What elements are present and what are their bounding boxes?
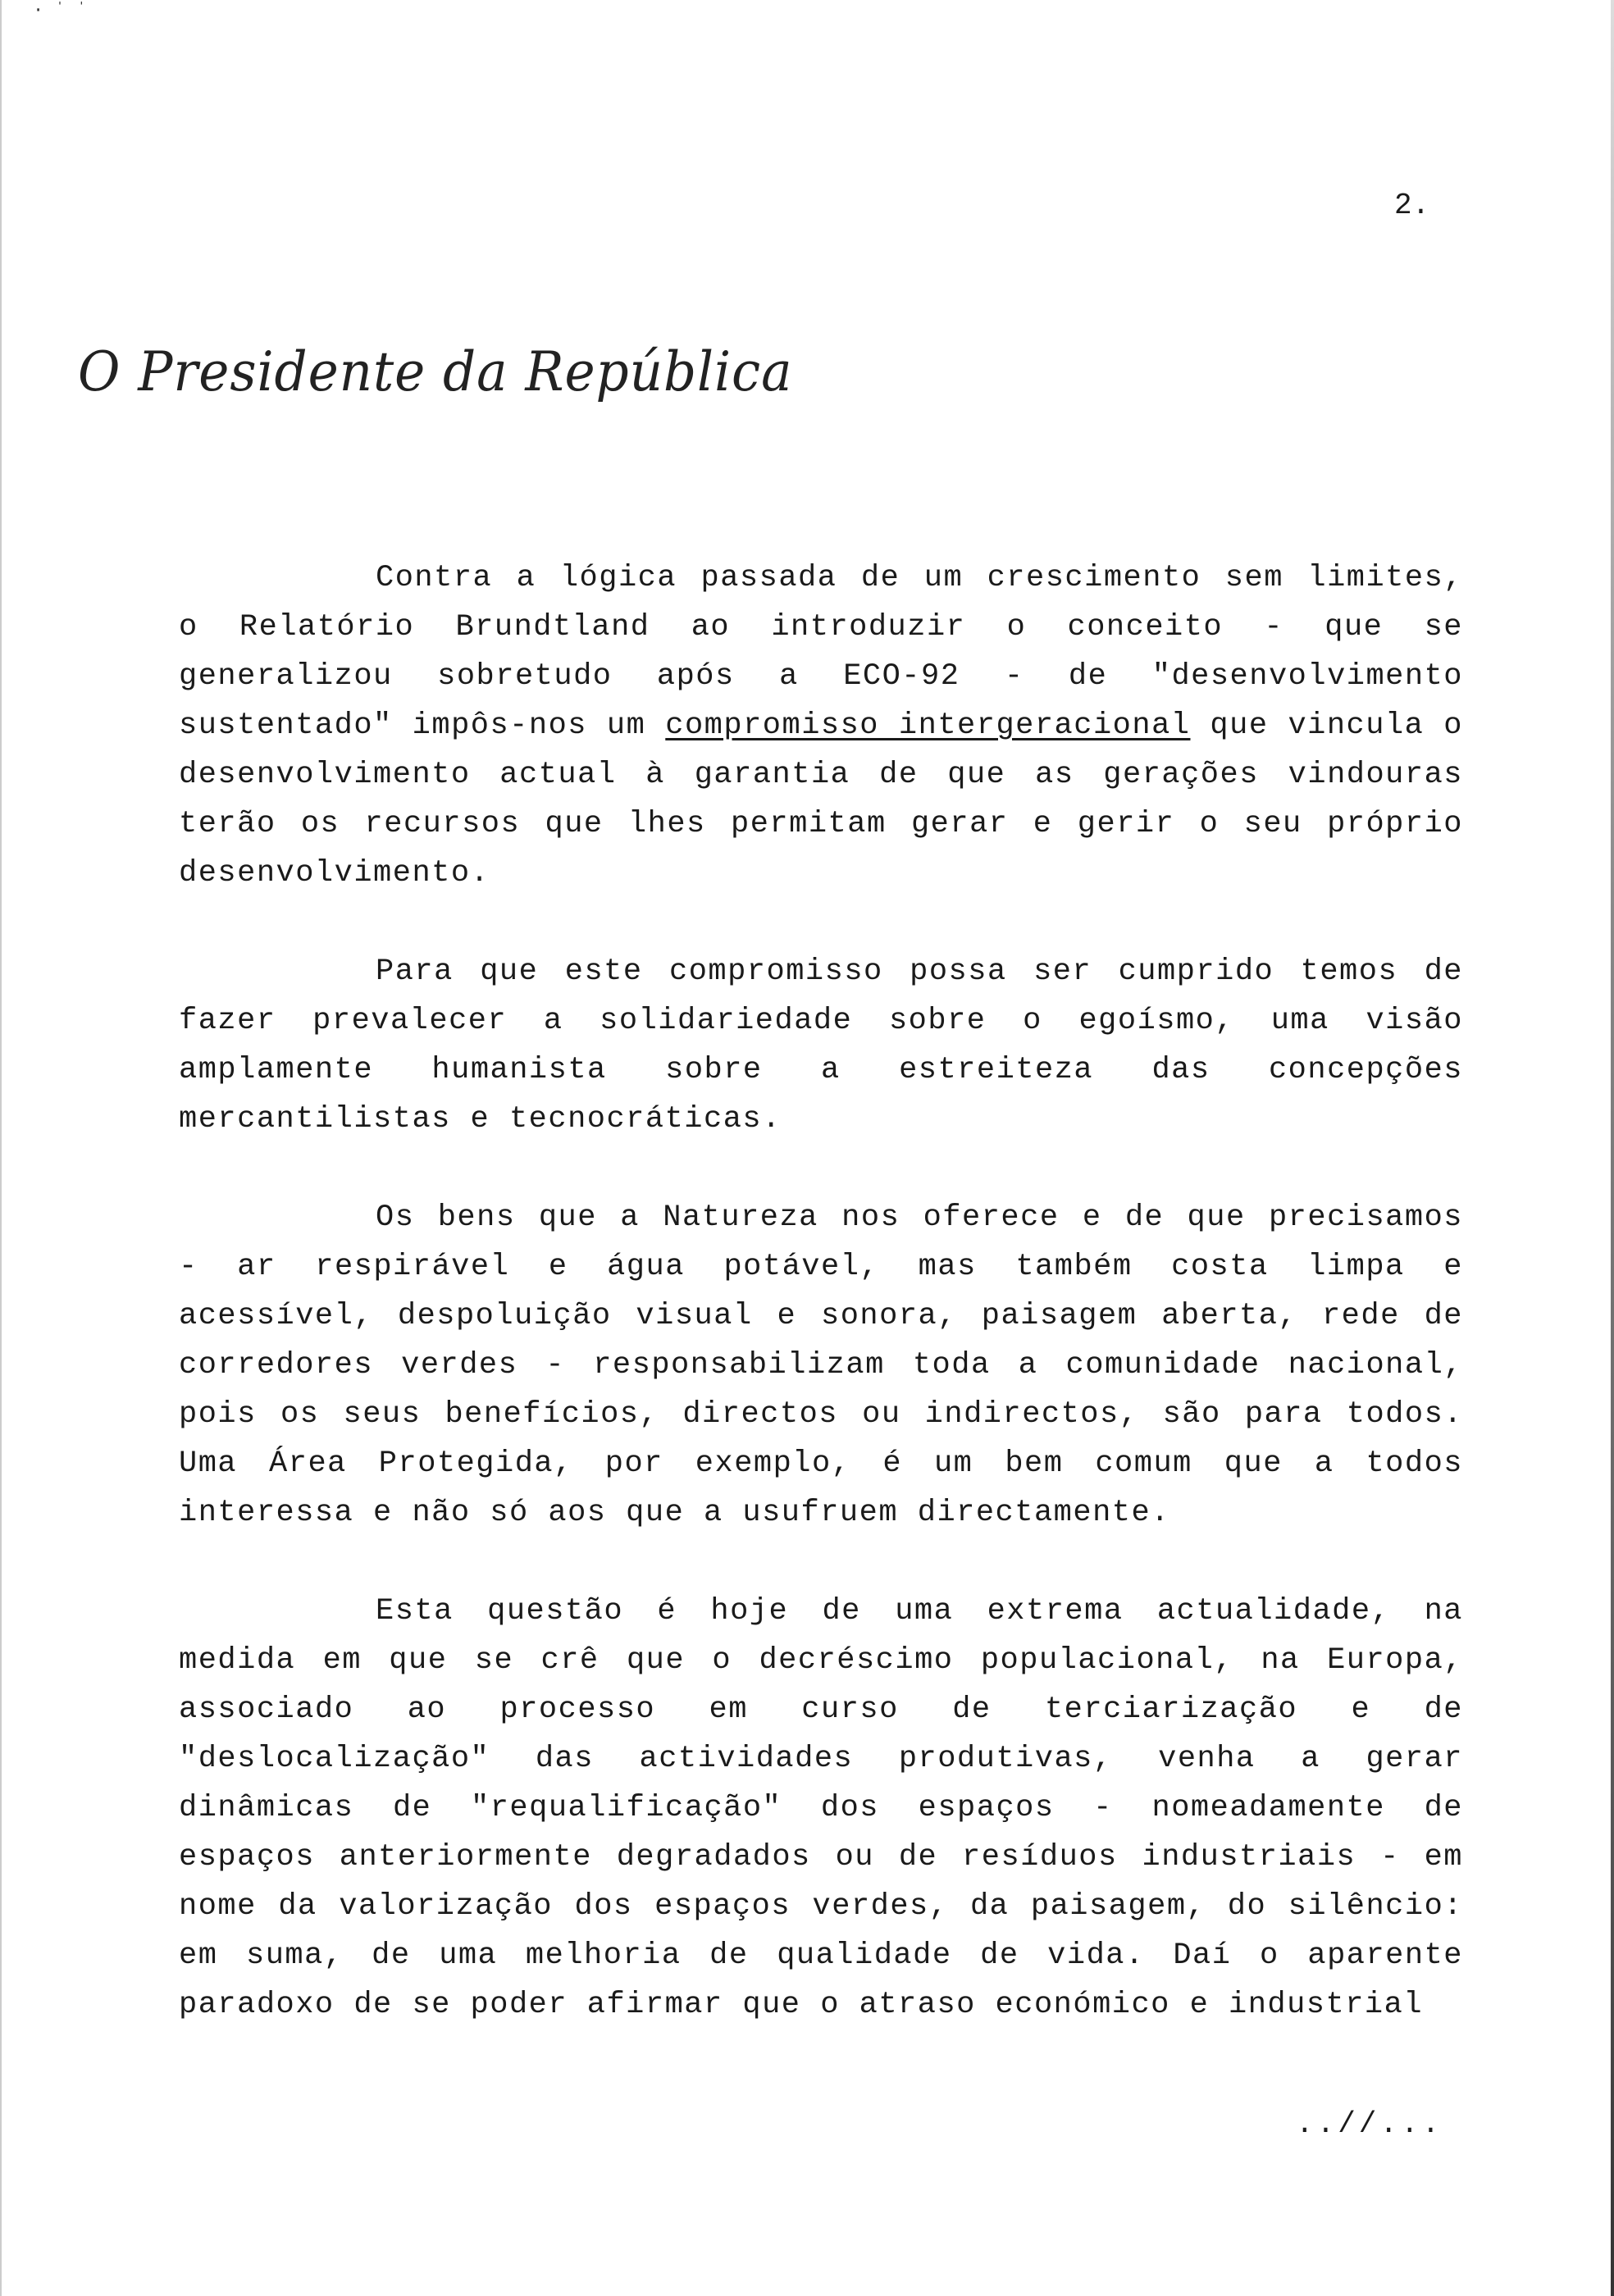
underlined-phrase: compromisso intergeracional (665, 708, 1191, 743)
continuation-marker: ..//... (1296, 2107, 1443, 2141)
paragraph-2: Para que este compromisso possa ser cumprido temos de fazer prevalecer a solidariedade sobre o egoísmo, uma visão amplamente humanista sobre a estreiteza das concepções mercantilistas e tecnocráticas. (179, 954, 1463, 1137)
letterhead-title: O Presidente da República (78, 340, 793, 403)
paragraph-3: Os bens que a Natureza nos oferece e de que precisamos - ar respirável e água potável, mas também costa limpa e acessível, despoluição visual e sonora, paisagem aberta, rede de corredores verdes - responsabilizam toda a comunidade nacional, pois os seus benefícios, directos ou indirectos, são para todos. Uma Área Protegida, por exemplo, é um bem comum que a todos interessa e não só aos que a usufruem directamente. (179, 1200, 1463, 1530)
scan-left-edge (0, 0, 2, 2296)
scan-right-edge (1611, 0, 1614, 2296)
document-body (179, 554, 1463, 2079)
scan-artifact-marks: · ˈ ˈ (33, 0, 88, 20)
paragraph-4: Esta questão é hoje de uma extrema actualidade, na medida em que se crê que o decréscimo populacional, na Europa, associado ao processo em curso de terciarização e de "deslocalização" das actividades produtivas, venha a gerar dinâmicas de "requalificação" dos espaços - nomeadamente de espaços anteriormente degradados ou de resíduos industriais - em nome da valorização dos espaços verdes, da paisagem, do silêncio: em suma, de uma melhoria de qualidade de vida. Daí o aparente paradoxo de se poder afirmar que o atraso económico e industrial (179, 1594, 1463, 2022)
paragraph-1 (179, 554, 1463, 898)
paragraph-1-text-start: Contra a lógica passada de um crescimento sem limites, o Relatório Brundtland ao introduzir o conceito - que se generalizou sobretudo após a ECO-92 - de "desenvolvimento sustentado" impôs-nos um (179, 561, 1463, 743)
page-number: 2. (1394, 189, 1430, 222)
paragraph-1-text-end: que vincula o desenvolvimento actual à garantia de que as gerações vindouras terão os recursos que lhes permitam gerar e gerir o seu próprio desenvolvimento. (179, 708, 1463, 891)
